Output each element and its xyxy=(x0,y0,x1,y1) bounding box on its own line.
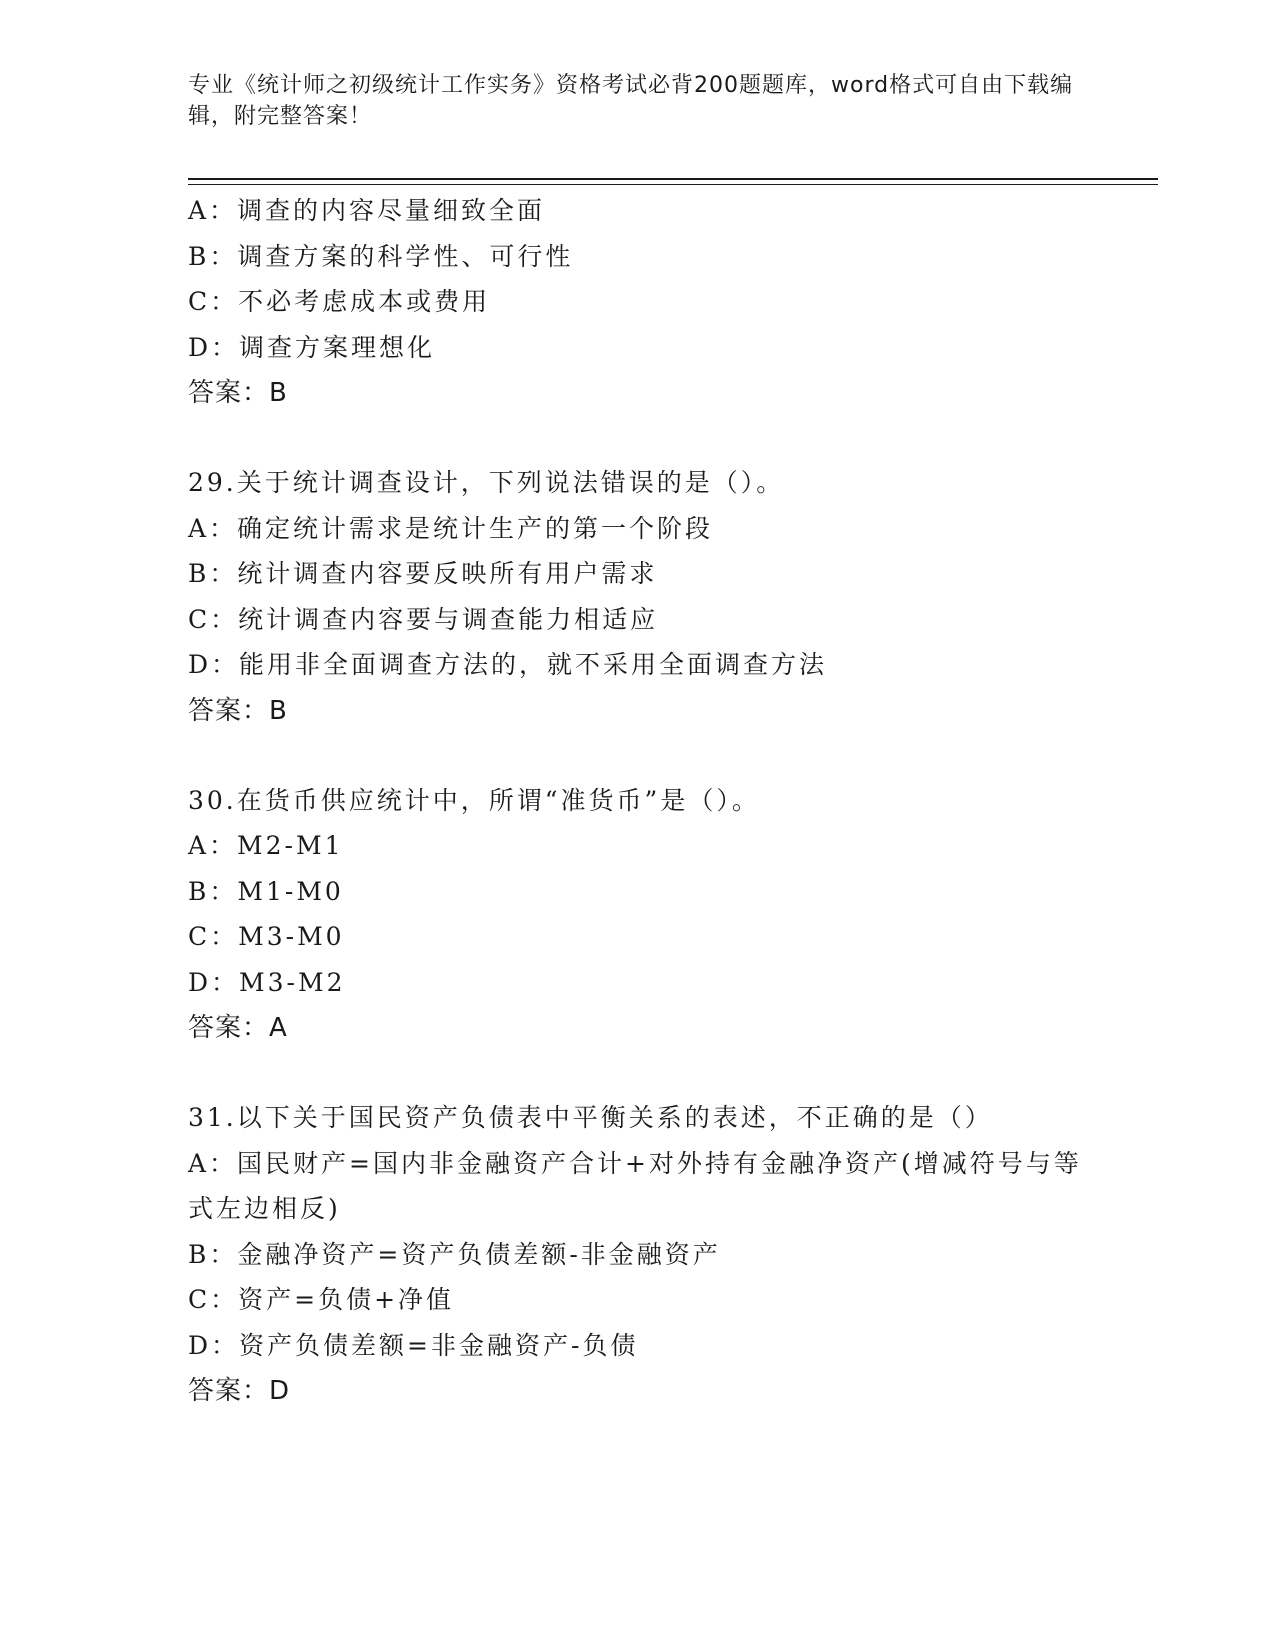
question-block-30 xyxy=(188,778,1088,1052)
spacer xyxy=(188,416,1088,460)
option-d: D：M3-M2 xyxy=(188,967,346,997)
question-text: 30.在货币供应统计中，所谓“准货币”是（）。 xyxy=(188,785,760,815)
option-a: A：调查的内容尽量细致全面 xyxy=(188,196,546,225)
option-b: B：M1-M0 xyxy=(188,876,344,906)
document-header: 专业《统计师之初级统计工作实务》资格考试必背200题题库，word格式可自由下载编辑，附完整答案！ xyxy=(188,73,1074,129)
option-c: C：统计调查内容要与调查能力相适应 xyxy=(188,604,659,634)
spacer xyxy=(188,1051,1088,1095)
question-list xyxy=(188,188,1088,1414)
option-b: B：调查方案的科学性、可行性 xyxy=(188,241,574,271)
option-a: A：M2-M1 xyxy=(188,831,344,860)
option-a: A：确定统计需求是统计生产的第一个阶段 xyxy=(188,513,714,543)
question-block-28 xyxy=(188,188,1088,416)
answer-label: 答案：B xyxy=(188,378,288,408)
question-block-29 xyxy=(188,460,1088,734)
option-d: D：能用非全面调查方法的，就不采用全面调查方法 xyxy=(188,650,828,679)
option-d: D：调查方案理想化 xyxy=(188,332,436,362)
answer-label: 答案：B xyxy=(188,695,288,726)
option-c: C：M3-M0 xyxy=(188,922,345,951)
option-c: C：不必考虑成本或费用 xyxy=(188,287,491,316)
option-c: C：资产=负债+净值 xyxy=(188,1285,455,1314)
question-block-31 xyxy=(188,1095,1088,1414)
option-a: A：国民财产=国内非金融资产合计+对外持有金融净资产(增减符号与等式左边相反) xyxy=(188,1148,1082,1223)
option-b: B：统计调查内容要反映所有用户需求 xyxy=(188,559,658,588)
option-d: D：资产负债差额=非金融资产-负债 xyxy=(188,1330,639,1360)
question-text: 29.关于统计调查设计，下列说法错误的是（）。 xyxy=(188,468,785,497)
header-rule-thick xyxy=(188,178,1158,180)
spacer xyxy=(188,734,1088,778)
header-rule-thin xyxy=(188,184,1158,185)
option-b: B：金融净资产=资产负债差额-非金融资产 xyxy=(188,1239,721,1269)
answer-label: 答案：A xyxy=(188,1013,288,1043)
question-text: 31.以下关于国民资产负债表中平衡关系的表述，不正确的是（） xyxy=(188,1103,993,1132)
answer-label: 答案：D xyxy=(188,1376,291,1406)
